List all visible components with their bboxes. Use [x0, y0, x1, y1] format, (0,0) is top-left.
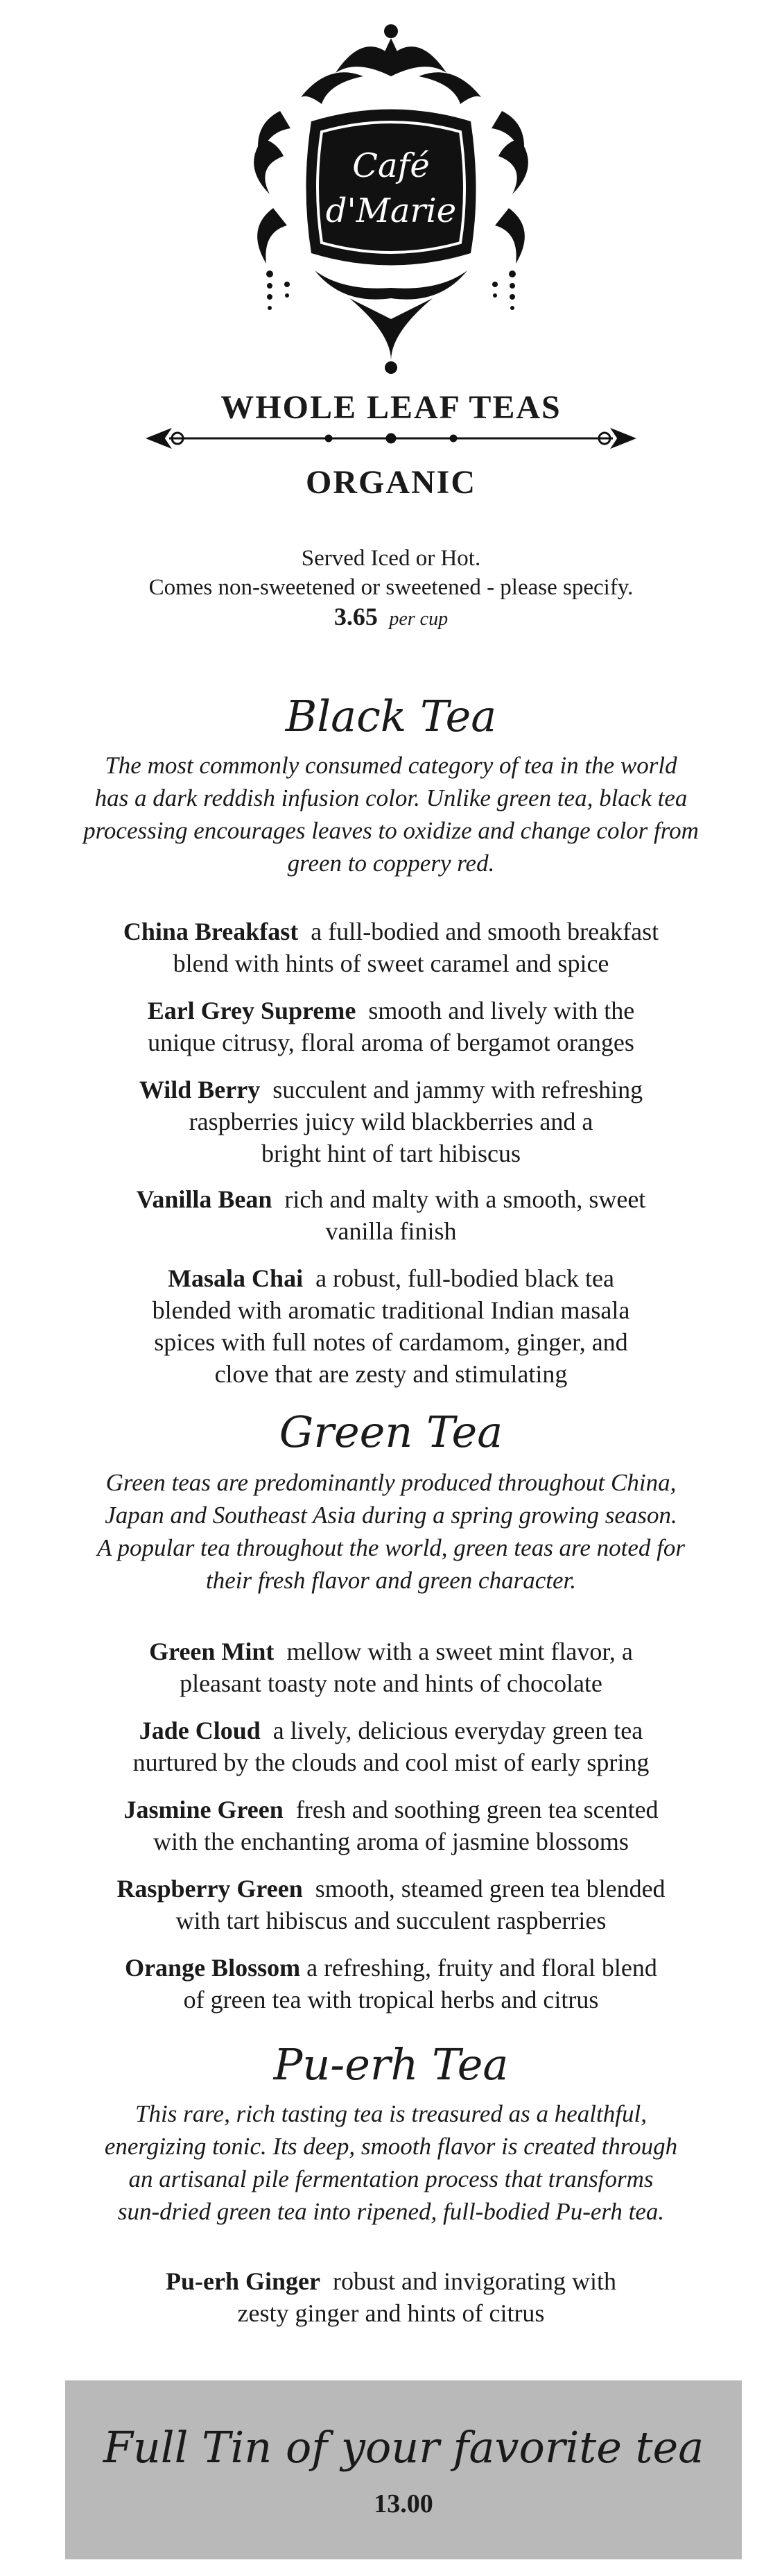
item-name: China Breakfast [123, 918, 299, 945]
item-name: Masala Chai [168, 1264, 304, 1292]
item-name: Earl Grey Supreme [147, 997, 356, 1024]
menu-item [55, 1715, 727, 1778]
item-name: Jasmine Green [123, 1796, 284, 1823]
desc-line: an artisanal pile fermentation process that transforms [128, 2165, 654, 2192]
desc-line: green to coppery red. [287, 850, 495, 877]
item-desc: smooth, steamed green tea blended [315, 1875, 666, 1903]
menu-item [55, 1262, 727, 1390]
item-desc: pleasant toasty note and hints of chocolate [180, 1669, 602, 1697]
item-desc: a lively, delicious everyday green tea [272, 1717, 643, 1744]
full-tin-price: 13.00 [374, 2489, 433, 2518]
item-name: Orange Blossom [125, 1954, 301, 1982]
full-tin-panel [65, 2380, 742, 2559]
menu-item [55, 1074, 727, 1169]
item-desc: mellow with a sweet mint flavor, a [286, 1638, 633, 1665]
full-tin-title: Full Tin of your favorite tea [103, 2422, 704, 2473]
item-desc: raspberries juicy wild blackberries and a [189, 1108, 593, 1135]
desc-line: sun-dried green tea into ripened, full-bodied Pu-erh tea. [117, 2198, 665, 2225]
menu-item [55, 1873, 727, 1937]
item-desc: succulent and jammy with refreshing [272, 1076, 643, 1104]
section-title-pu-erh-tea: Pu-erh Tea [273, 2039, 509, 2090]
menu-item [55, 2265, 727, 2329]
item-desc: of green tea with tropical herbs and citrus [183, 1986, 599, 2013]
menu-item [55, 1635, 727, 1699]
desc-line: energizing tonic. Its deep, smooth flavor is created through [104, 2133, 678, 2160]
section-title-black-tea: Black Tea [285, 691, 497, 741]
ornamental-divider [141, 424, 641, 452]
item-desc: robust and invigorating with [333, 2267, 616, 2295]
section-title-green-tea: Green Tea [279, 1407, 503, 1457]
page-title: WHOLE LEAF TEAS [220, 389, 562, 426]
item-desc: unique citrusy, floral aroma of bergamot oranges [148, 1029, 634, 1056]
menu-item [55, 995, 727, 1058]
item-desc: a full-bodied and smooth breakfast [311, 918, 659, 945]
desc-line: their fresh flavor and green character. [206, 1567, 576, 1594]
cafe-logo [0, 0, 782, 388]
item-desc: vanilla finish [325, 1217, 457, 1245]
desc-line: The most commonly consumed category of tea in the world [105, 752, 677, 779]
item-desc: with the enchanting aroma of jasmine blossoms [153, 1828, 629, 1855]
desc-line: has a dark reddish infusion color. Unlike green tea, black tea [94, 784, 688, 812]
price-unit: per cup [389, 608, 449, 630]
menu-item [55, 1952, 727, 2016]
item-desc: nurtured by the clouds and cool mist of early spring [132, 1749, 650, 1776]
logo-line-2: d'Marie [325, 191, 457, 230]
price-line [0, 602, 782, 634]
item-desc: blended with aromatic traditional Indian masala [152, 1296, 630, 1324]
desc-line: Japan and Southeast Asia during a spring growing season. [105, 1502, 677, 1529]
intro-line-2: Comes non-sweetened or sweetened - please specify. [148, 575, 634, 600]
item-desc: a refreshing, fruity and floral blend [306, 1954, 657, 1982]
cup-price: 3.65 [333, 603, 378, 630]
page-subtitle: ORGANIC [305, 464, 476, 501]
desc-line: This rare, rich tasting tea is treasured as a healthful, [135, 2100, 647, 2127]
section-description-black-tea [28, 749, 754, 879]
item-desc: blend with hints of sweet caramel and spice [173, 950, 609, 977]
item-name: Jade Cloud [139, 1717, 261, 1744]
item-desc: bright hint of tart hibiscus [261, 1140, 521, 1167]
item-desc: fresh and soothing green tea scented [295, 1796, 659, 1823]
item-name: Pu-erh Ginger [166, 2267, 320, 2295]
menu-item [55, 916, 727, 979]
menu-item [55, 1794, 727, 1857]
item-name: Green Mint [149, 1638, 275, 1665]
item-desc: with tart hibiscus and succulent raspberries [175, 1907, 607, 1934]
intro-block [0, 544, 782, 634]
item-desc: a robust, full-bodied black tea [315, 1264, 614, 1292]
desc-line: Green teas are predominantly produced throughout China, [105, 1469, 677, 1496]
item-name: Wild Berry [139, 1076, 261, 1104]
item-desc: spices with full notes of cardamom, ginger, and [154, 1328, 628, 1356]
item-desc: rich and malty with a smooth, sweet [284, 1185, 646, 1213]
section-description-green-tea [28, 1466, 754, 1597]
section-description-pu-erh-tea [28, 2097, 754, 2228]
menu-item [55, 1183, 727, 1247]
desc-line: processing encourages leaves to oxidize and change color from [83, 817, 699, 844]
logo-line-1: Café [352, 146, 430, 185]
item-desc: zesty ginger and hints of citrus [237, 2299, 545, 2327]
item-desc: smooth and lively with the [368, 997, 635, 1024]
desc-line: A popular tea throughout the world, green teas are noted for [96, 1534, 686, 1561]
item-desc: clove that are zesty and stimulating [214, 1360, 568, 1388]
intro-line-1: Served Iced or Hot. [301, 546, 481, 571]
item-name: Vanilla Bean [136, 1185, 272, 1213]
item-name: Raspberry Green [116, 1875, 303, 1903]
